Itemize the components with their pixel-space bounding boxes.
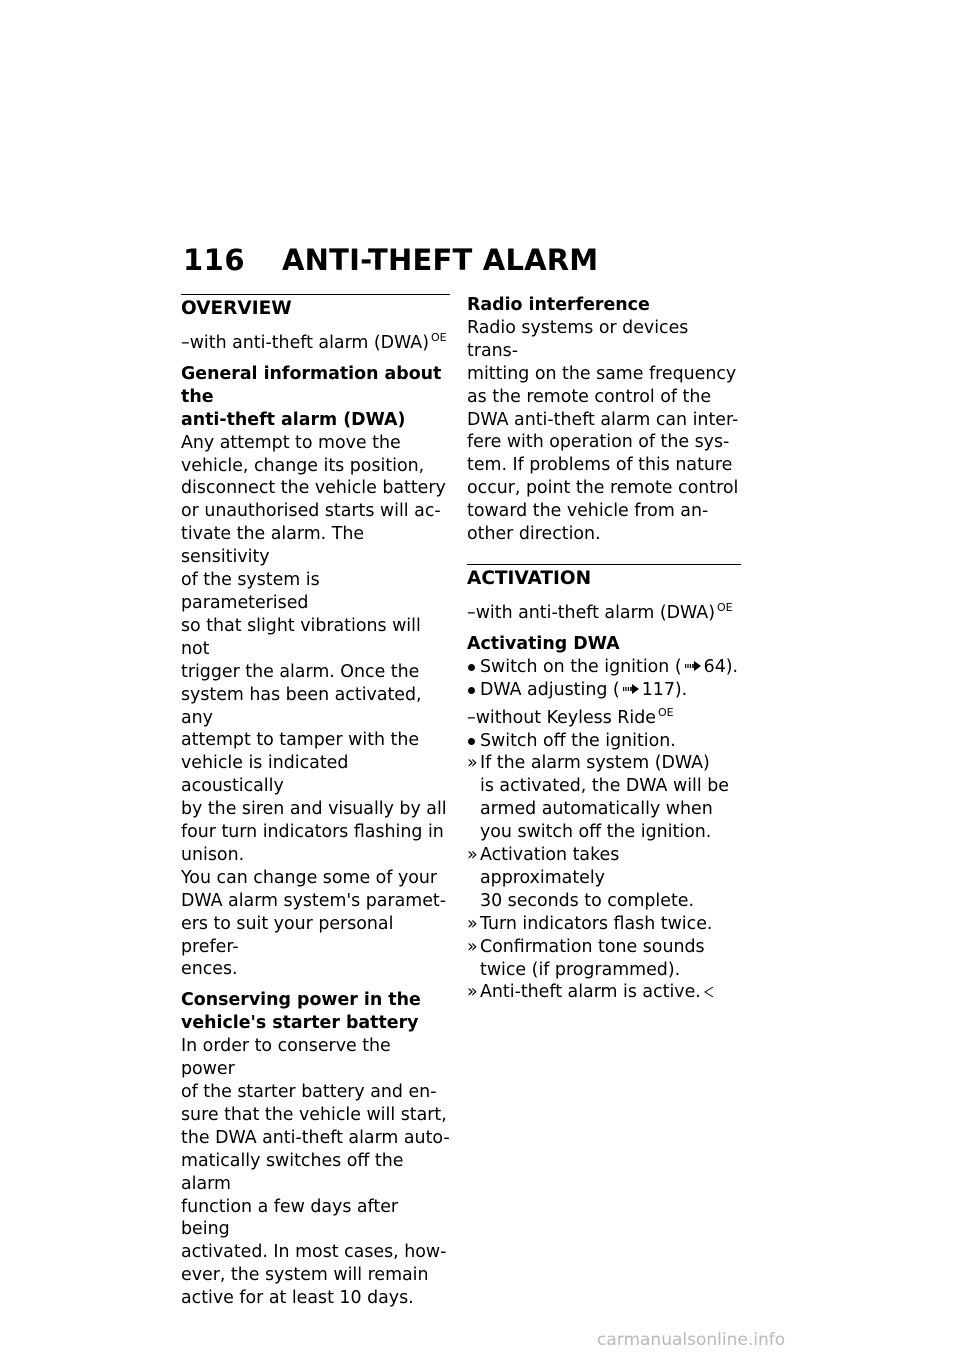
step-dwa-adjusting: DWA adjusting ( 117). — [467, 679, 741, 702]
conserving-power-text: In order to conserve the power of the starter battery and en- sure that the vehicle will start, the DWA anti-theft alarm auto- matically switches off the alarm function a few days after being activated. In most cases, how- ever, the system will remain active for at least 10 days. — [181, 1036, 450, 1309]
result-marker: » — [467, 982, 478, 1003]
page-reference-arrow-icon — [623, 684, 639, 694]
activation-title: ACTIVATION — [467, 567, 592, 589]
keyless-condition: –without Keyless Ride $^{OE}$ — [467, 705, 674, 728]
page-header — [183, 238, 598, 282]
oe-marker: OE — [657, 705, 674, 719]
chapter-title: ANTI-THEFT ALARM — [282, 243, 599, 277]
page-reference-arrow-icon — [685, 661, 701, 671]
right-column — [467, 294, 741, 1004]
general-info-heading: General information about the anti-theft alarm (DWA) — [181, 363, 442, 430]
result-marker: » — [467, 936, 478, 957]
general-info-text: Any attempt to move the vehicle, change its position, disconnect the vehicle battery or unauthorised starts will ac- tivate the alarm. The sensitivity of the system is parameterised so that slight vibrations will not trigger the alarm. Once the system has been activated, any attempt to tamper with the vehicle is indicated acoustically by the siren and visually by all four turn indicators flashing in unison. You can change some of your DWA alarm system's paramet- ers to suit your personal prefer- ences. — [181, 432, 447, 980]
bullet-icon — [468, 738, 475, 745]
radio-interference-text: Radio systems or devices trans- mitting on the same frequency as the remote control of the DWA anti-theft alarm can inter- fere with operation of the sys- tem. If problems of this nature occur, point the remote control toward the vehicle from an- other direction. — [467, 317, 739, 545]
overview-condition: –with anti-theft alarm (DWA) $^{OE}$ — [181, 331, 447, 353]
radio-interference-heading: Radio interference — [467, 295, 650, 315]
activation-condition: –with anti-theft alarm (DWA) $^{OE}$ — [467, 600, 733, 623]
step-switch-off-ignition: Switch off the ignition. — [467, 730, 741, 753]
conserving-power-heading: Conserving power in the vehicle's starter battery — [181, 990, 421, 1034]
end-of-section-icon — [704, 986, 714, 998]
result-item: » Anti-theft alarm is active. — [467, 981, 741, 1004]
result-marker: » — [467, 913, 478, 934]
page-number: 116 — [183, 243, 246, 277]
activating-dwa-heading: Activating DWA — [467, 633, 620, 654]
result-marker: » — [467, 753, 478, 774]
oe-marker: OE — [431, 331, 447, 344]
page-reference[interactable]: 117). — [641, 679, 688, 700]
step-switch-on-ignition: Switch on the ignition ( 64). — [467, 656, 741, 679]
result-marker: » — [467, 845, 478, 866]
result-item: » Turn indicators flash twice. — [467, 913, 713, 934]
section-divider — [181, 294, 450, 295]
oe-marker: OE — [717, 600, 733, 614]
result-item: » Confirmation tone sounds twice (if programmed). — [467, 936, 705, 980]
page-reference[interactable]: 64). — [703, 656, 739, 677]
bullet-icon — [468, 687, 475, 694]
overview-title: OVERVIEW — [181, 298, 292, 319]
watermark: carmanualsonline.info — [597, 1330, 786, 1350]
left-column — [181, 294, 450, 1310]
result-item: » If the alarm system (DWA) is activated, the DWA will be armed automatically when you switch off the ignition. — [467, 753, 729, 843]
result-item: » Activation takes approximately 30 seconds to complete. — [467, 845, 695, 911]
section-divider — [467, 564, 741, 565]
bullet-icon — [468, 664, 475, 671]
